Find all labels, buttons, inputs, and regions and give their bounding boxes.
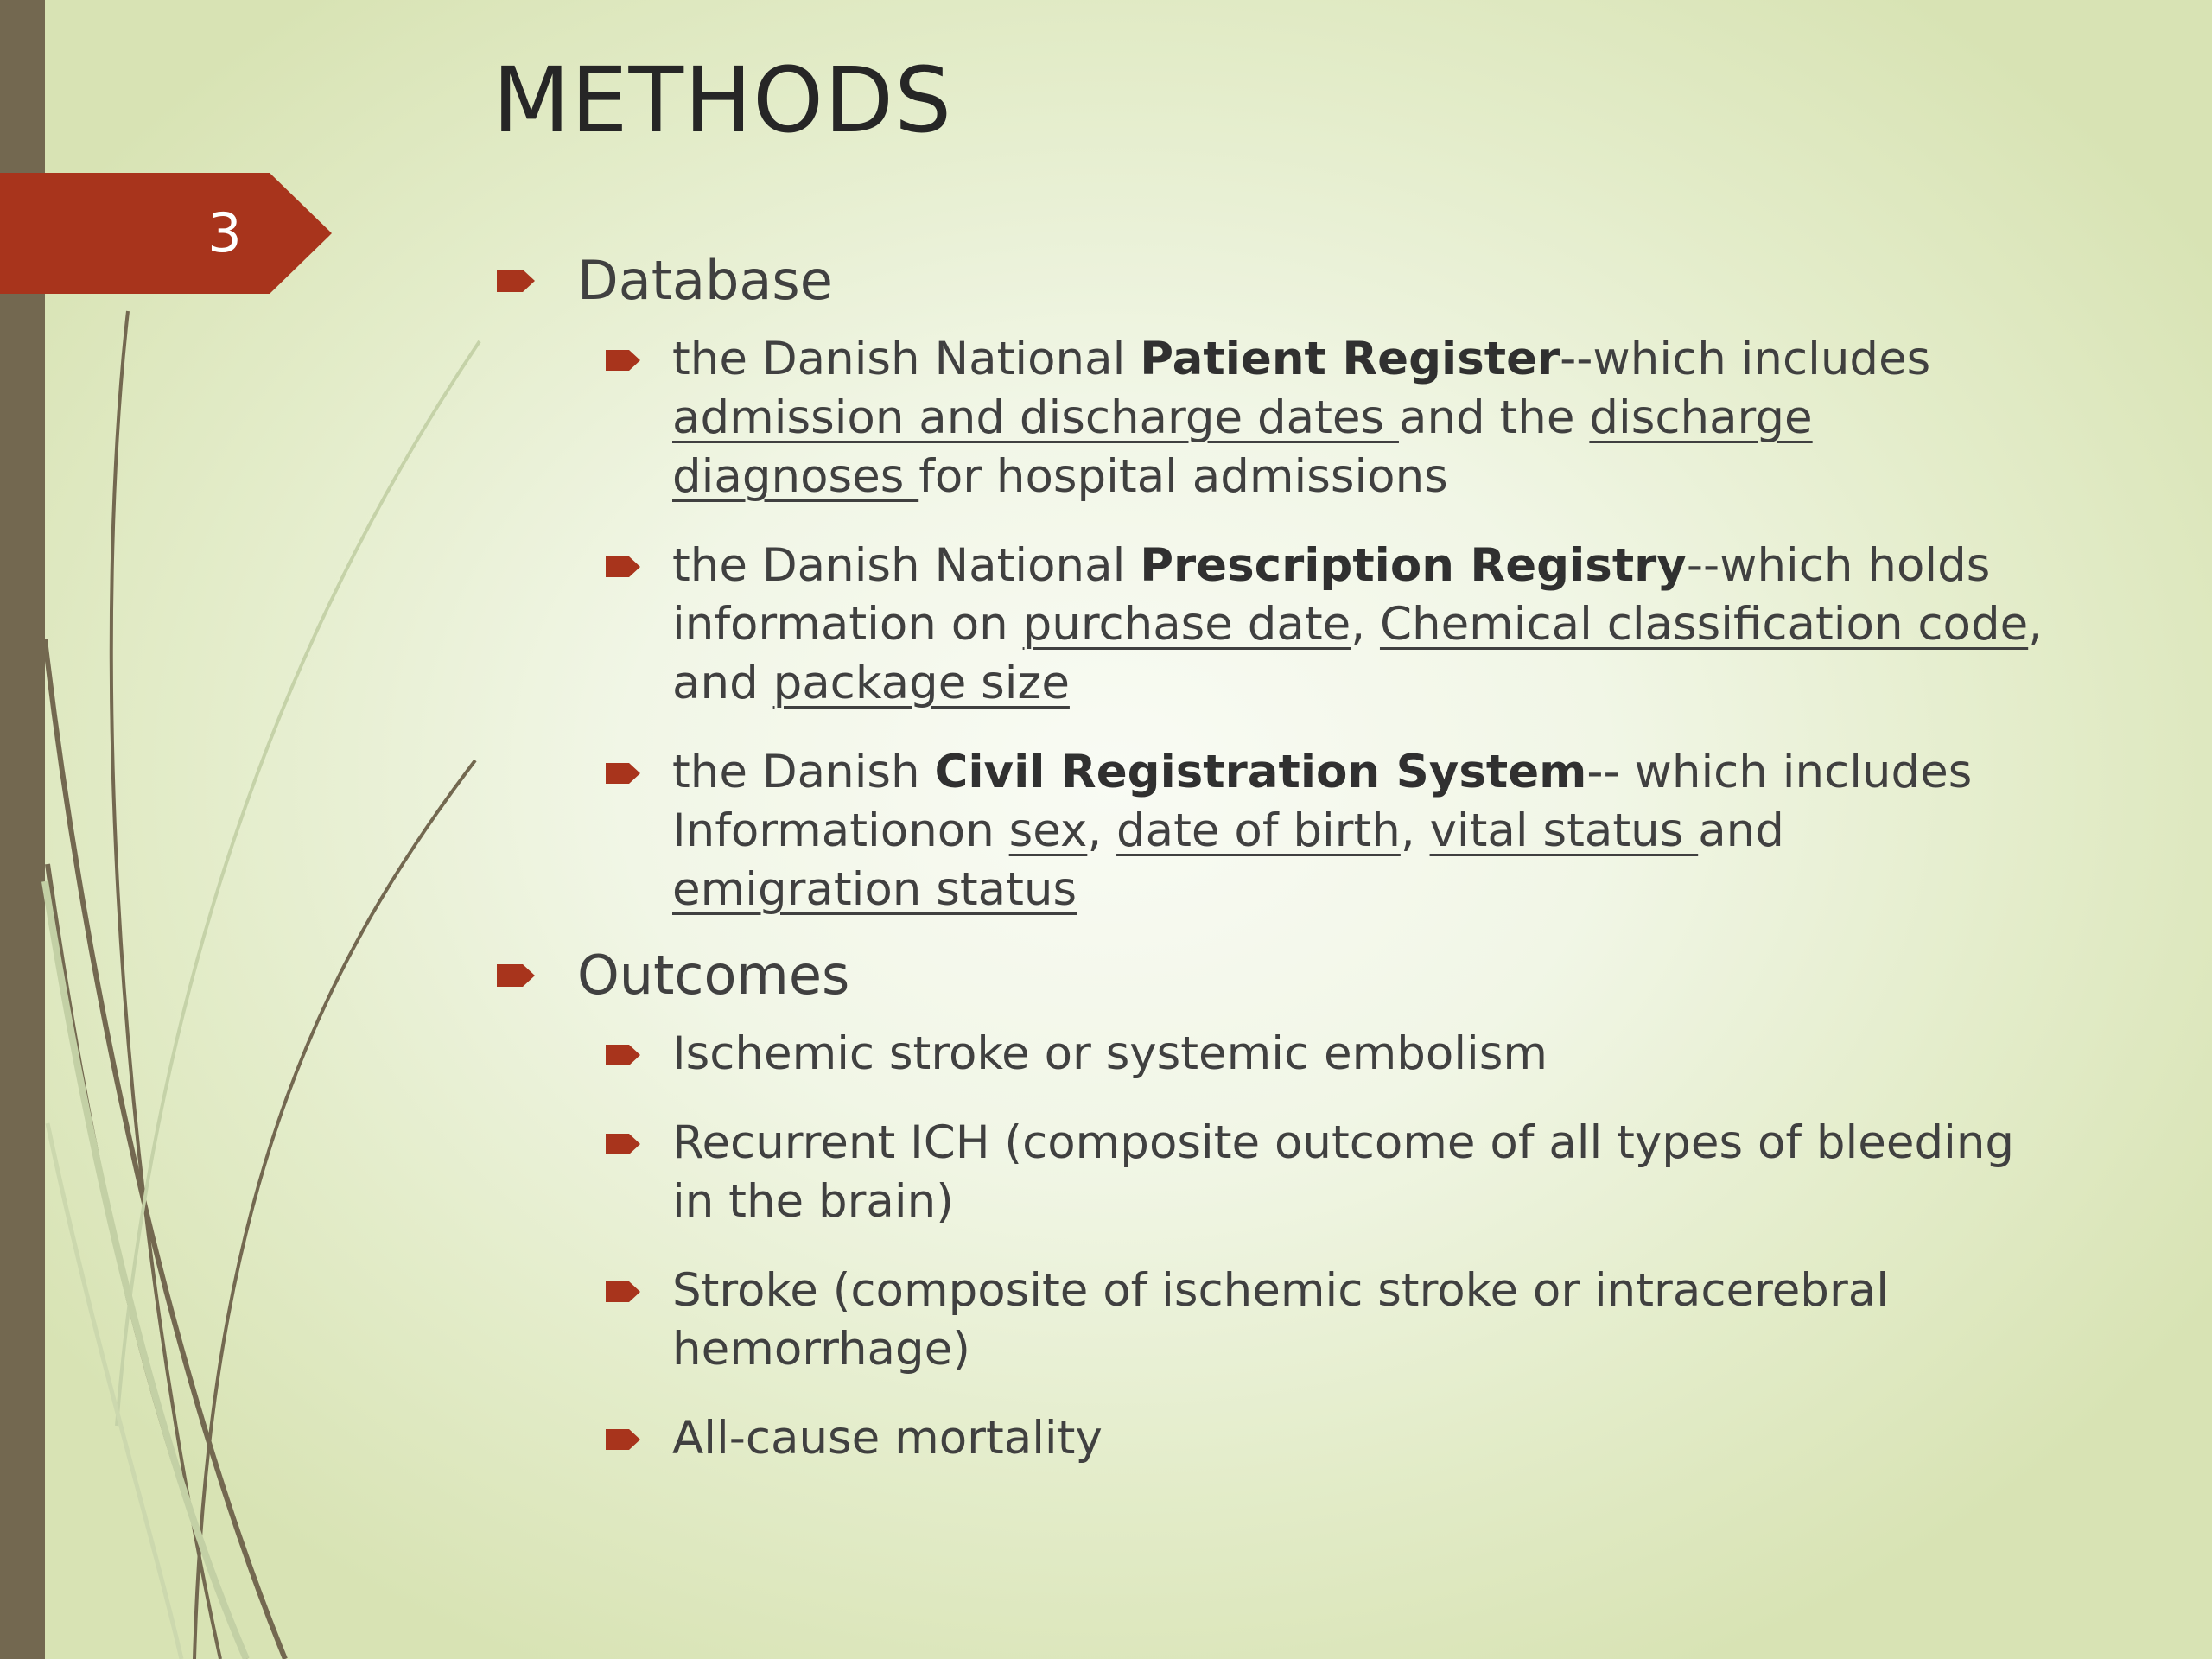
arrow-bullet-icon xyxy=(606,1281,640,1302)
text-run: the Danish National xyxy=(672,333,1141,385)
outcome-item xyxy=(672,1025,2048,1084)
arrow-bullet-icon xyxy=(606,1429,640,1450)
bullet-prescription-registry xyxy=(672,537,2048,713)
text-run: , xyxy=(1351,598,1380,651)
text-run: , and xyxy=(672,598,2044,709)
arrow-bullet-icon xyxy=(497,964,535,987)
outcome-text: Stroke (composite of ischemic stroke or intracerebral hemorrhage) xyxy=(672,1264,1889,1376)
outcome-item xyxy=(672,1409,2048,1468)
text-run: --which holds information on xyxy=(672,539,1991,651)
registry-name: Prescription Registry xyxy=(1140,539,1687,592)
arrow-bullet-icon xyxy=(606,1134,640,1154)
text-run: , xyxy=(1087,804,1117,857)
text-run: --which includes xyxy=(1560,333,1931,385)
slide-number: 3 xyxy=(207,201,242,264)
arrow-bullet-icon xyxy=(606,556,640,577)
slide-number-tab xyxy=(0,173,332,294)
text-run: -- which includes Informationon xyxy=(672,746,1973,857)
text-run: the Danish xyxy=(672,746,935,798)
slide-content xyxy=(493,244,2048,1498)
underlined-term: purchase date xyxy=(1022,598,1351,651)
underlined-term: discharge diagnoses xyxy=(672,391,1813,503)
arrow-bullet-icon xyxy=(606,1045,640,1065)
underlined-term: sex xyxy=(1008,804,1088,857)
underlined-term: admission and discharge dates xyxy=(672,391,1399,444)
outcome-text: Recurrent ICH (composite outcome of all types of bleeding in the brain) xyxy=(672,1116,2015,1228)
arrow-bullet-icon xyxy=(606,763,640,784)
outcome-text: All-cause mortality xyxy=(672,1412,1103,1465)
registry-name: Patient Register xyxy=(1140,333,1560,385)
arrow-bullet-icon xyxy=(497,270,535,292)
text-run: for hospital admissions xyxy=(918,450,1448,503)
underlined-term: emigration status xyxy=(672,863,1077,916)
underlined-term: Chemical classification code xyxy=(1379,598,2029,651)
bullet-patient-register xyxy=(672,330,2048,506)
underlined-term: vital status xyxy=(1429,804,1699,857)
bullet-database xyxy=(493,244,2048,318)
slide-title: METHODS xyxy=(493,48,953,153)
text-run: , xyxy=(1400,804,1430,857)
outcome-item xyxy=(672,1262,2048,1379)
arrow-bullet-icon xyxy=(606,350,640,371)
underlined-term: date of birth xyxy=(1116,804,1401,857)
text-run: and the xyxy=(1398,391,1590,444)
bullet-civil-registration xyxy=(672,743,2048,919)
bullet-outcomes xyxy=(493,938,2048,1013)
outcome-text: Ischemic stroke or systemic embolism xyxy=(672,1027,1548,1080)
underlined-term: package size xyxy=(772,657,1070,709)
database-heading: Database xyxy=(577,249,833,312)
outcomes-heading: Outcomes xyxy=(577,944,850,1007)
registry-name: Civil Registration System xyxy=(934,746,1587,798)
text-run: the Danish National xyxy=(672,539,1141,592)
outcome-item xyxy=(672,1114,2048,1231)
text-run: and xyxy=(1698,804,1784,857)
